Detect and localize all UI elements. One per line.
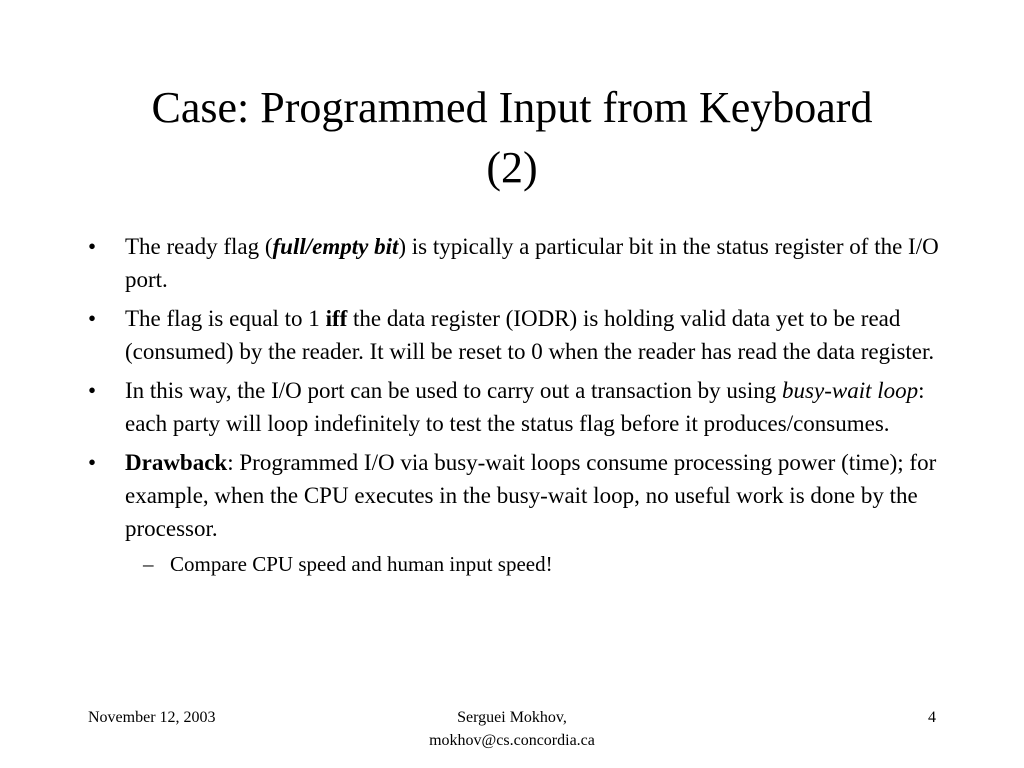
footer-author <box>362 706 662 752</box>
footer-page-number: 4 <box>928 709 936 726</box>
footer-author-name: Serguei Mokhov, <box>457 709 567 726</box>
slide-title-line-1: Case: Programmed Input from Keyboard <box>151 83 873 132</box>
slide-body <box>88 230 948 579</box>
bullet-busy-wait <box>88 374 948 440</box>
bullet-text: The flag is equal to 1 <box>125 306 326 331</box>
bullet-text: : Programmed I/O via busy-wait loops consume processing power (time); for example, when the CPU executes in the busy-wait loop, no useful work is done by the processor. <box>125 450 937 541</box>
bullet-text: The ready flag ( <box>125 234 273 259</box>
bullet-text: : each party will loop indefinitely to test the status flag before it produces/consumes. <box>125 378 925 436</box>
slide-title <box>60 78 964 198</box>
footer-date: November 12, 2003 <box>88 709 216 726</box>
sub-bullet-marker: – <box>143 552 154 576</box>
bullet-emphasis: iff <box>325 306 348 331</box>
bullet-drawback <box>88 446 948 545</box>
bullet-emphasis: busy-wait loop <box>782 378 919 403</box>
bullet-marker: • <box>88 234 97 259</box>
bullet-text: In this way, the I/O port can be used to carry out a transaction by using <box>125 378 783 403</box>
bullet-marker: • <box>88 378 97 403</box>
bullet-text: the data register (IODR) is holding valid data yet to be read (consumed) by the reader. It will be reset to 0 when the reader has read the data register. <box>125 306 935 364</box>
sub-bullet-text: Compare CPU speed and human input speed! <box>170 552 553 576</box>
sub-bullet-compare <box>88 549 948 579</box>
footer-author-email: mokhov@cs.concordia.ca <box>429 732 595 749</box>
bullet-marker: • <box>88 306 97 331</box>
bullet-emphasis: Drawback <box>125 450 228 475</box>
slide-title-line-2: (2) <box>486 143 538 192</box>
bullet-text: ) is typically a particular bit in the status register of the I/O port. <box>125 234 939 292</box>
bullet-ready-flag <box>88 230 948 296</box>
bullet-emphasis: full/empty bit <box>272 234 399 259</box>
bullet-marker: • <box>88 450 97 475</box>
bullet-flag-equal <box>88 302 948 368</box>
